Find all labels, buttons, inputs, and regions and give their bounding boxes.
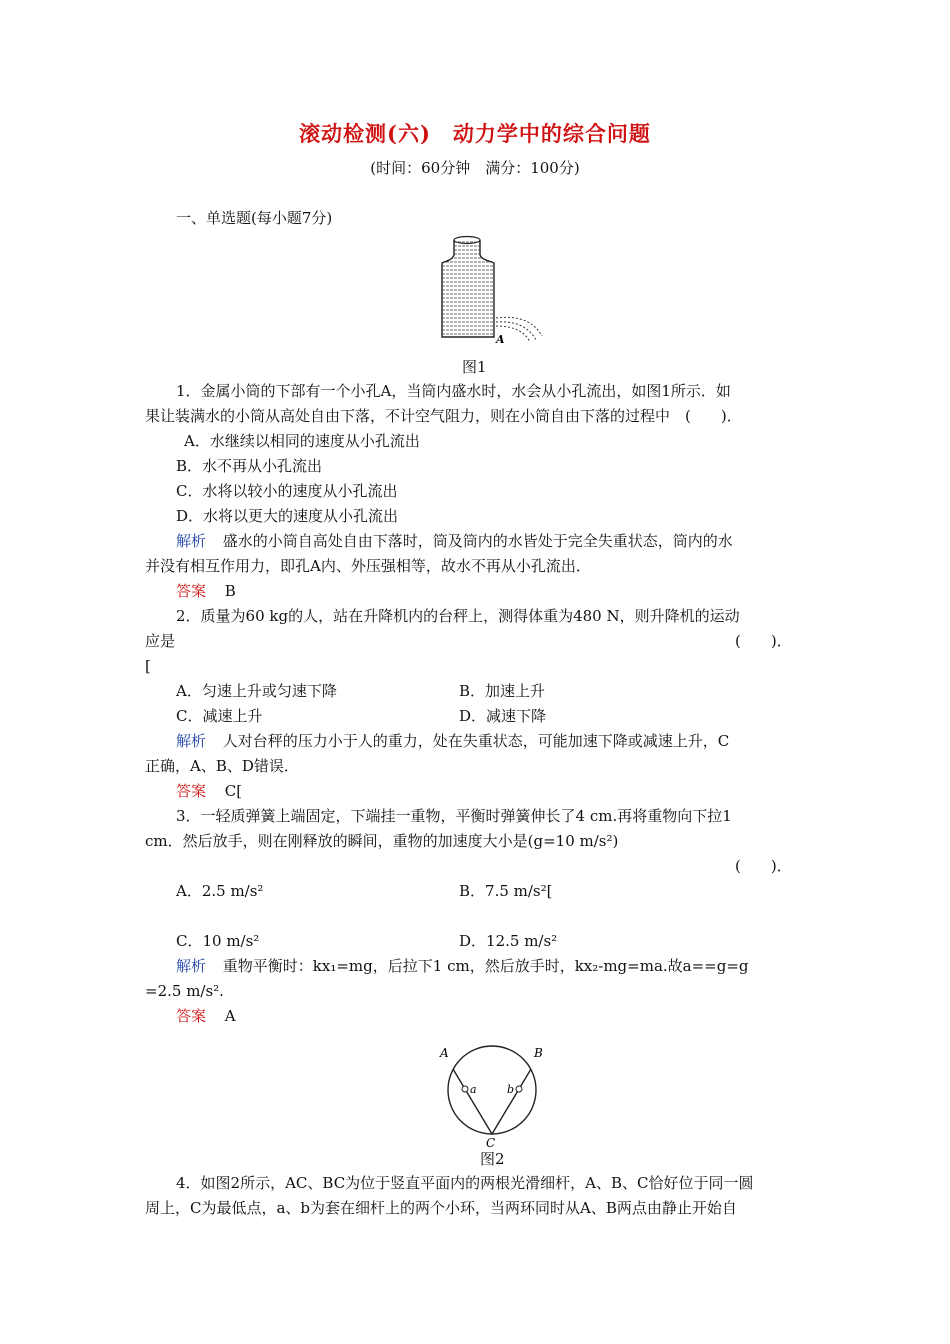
q3-analysis-line1: 重物平衡时：kx₁=mg，后拉下1 cm，然后放手时，kx₂-mg=ma.故a==g=g [222,957,749,975]
figure-2-caption: 图2 [480,1150,505,1168]
q3-answer [176,1006,236,1026]
q2-option-d: D．减速下降 [459,707,547,725]
q3-answer-label: 答案 [176,1007,207,1025]
q2-stem-line1: 2．质量为60 kg的人，站在升降机内的台秤上，测得体重为480 N，则升降机的运动 [176,607,740,625]
q3-stem-line2: cm．然后放手，则在刚释放的瞬间，重物的加速度大小是(g=10 m/s²) [145,832,619,850]
q1-analysis-line2: 并没有相互作用力，即孔A内、外压强相等，故水不再从小孔流出． [145,557,591,575]
figure-1-bottle [430,232,550,348]
section-heading: 一、单选题(每小题7分) [176,209,333,227]
q2-answer-bracket: ( )． [735,632,792,650]
figure-2-label-c: C [486,1136,496,1148]
q1-option-a: A．水继续以相同的速度从小孔流出 [184,432,420,450]
figure-2-label-b-upper: B [534,1046,543,1060]
q3-option-d: D．12.5 m/s² [459,932,558,950]
figure-1-point-label: A [496,333,505,346]
q2-option-c: C．减速上升 [176,707,263,725]
q1-option-d: D．水将以更大的速度从小孔流出 [176,507,399,525]
q3-stem-line1: 3．一轻质弹簧上端固定，下端挂一重物，平衡时弹簧伸长了4 cm.再将重物向下拉1 [176,807,732,825]
q3-analysis-label: 解析 [176,957,207,975]
q2-answer-label: 答案 [176,782,207,800]
q2-analysis-line2: 正确，A、B、D错误． [145,757,299,775]
q3-answer-value: A [224,1007,236,1025]
q1-answer-label: 答案 [176,582,207,600]
q2-stray-mark: [ [145,657,151,675]
q1-answer [176,581,236,601]
q3-option-a: A．2.5 m/s² [176,882,264,900]
q1-stem-line1: 1．金属小筒的下部有一个小孔A，当筒内盛水时，水会从小孔流出，如图1所示．如 [176,382,731,400]
q2-answer [176,781,242,801]
q1-analysis-label: 解析 [176,532,207,550]
q2-analysis [176,731,729,751]
page-title: 滚动检测(六) 动力学中的综合问题 [299,121,651,146]
q1-answer-value: B [224,582,236,600]
q1-analysis-line1: 盛水的小筒自高处自由下落时，筒及筒内的水皆处于完全失重状态，筒内的水 [222,532,733,550]
figure-1-caption: 图1 [462,358,487,376]
figure-2-circle-rods [432,1040,552,1148]
q3-analysis [176,956,749,976]
q1-stem-line2: 果让装满水的小筒从高处自由下落，不计空气阻力，则在小筒自由下落的过程中 ( )． [145,407,742,425]
q4-stem-line1: 4．如图2所示，AC、BC为位于竖直平面内的两根光滑细杆，A、B、C恰好位于同一圆 [176,1174,754,1192]
q3-option-c: C．10 m/s² [176,932,260,950]
q1-option-c: C．水将以较小的速度从小孔流出 [176,482,398,500]
q1-option-b: B．水不再从小孔流出 [176,457,323,475]
figure-2-label-a-upper: A [440,1046,449,1060]
q3-option-b: B．7.5 m/s²[ [459,882,553,900]
q2-stem-line2: 应是 [145,632,176,650]
q2-answer-value: C[ [224,782,243,800]
q2-option-b: B．加速上升 [459,682,546,700]
figure-2-label-b-lower: b [507,1083,515,1096]
q3-answer-bracket: ( )． [735,857,792,875]
page-subtitle: (时间：60分钟 满分：100分) [370,159,580,177]
q4-stem-line2: 周上，C为最低点，a、b为套在细杆上的两个小环，当两环同时从A、B两点由静止开始自 [145,1199,737,1217]
q2-analysis-line1: 人对台秤的压力小于人的重力，处在失重状态，可能加速下降或减速上升，C [222,732,730,750]
q1-analysis [176,531,733,551]
q3-analysis-line2: =2.5 m/s². [145,982,224,1000]
q2-option-a: A．匀速上升或匀速下降 [176,682,337,700]
figure-2-label-a-lower: a [470,1083,477,1096]
q2-analysis-label: 解析 [176,732,207,750]
